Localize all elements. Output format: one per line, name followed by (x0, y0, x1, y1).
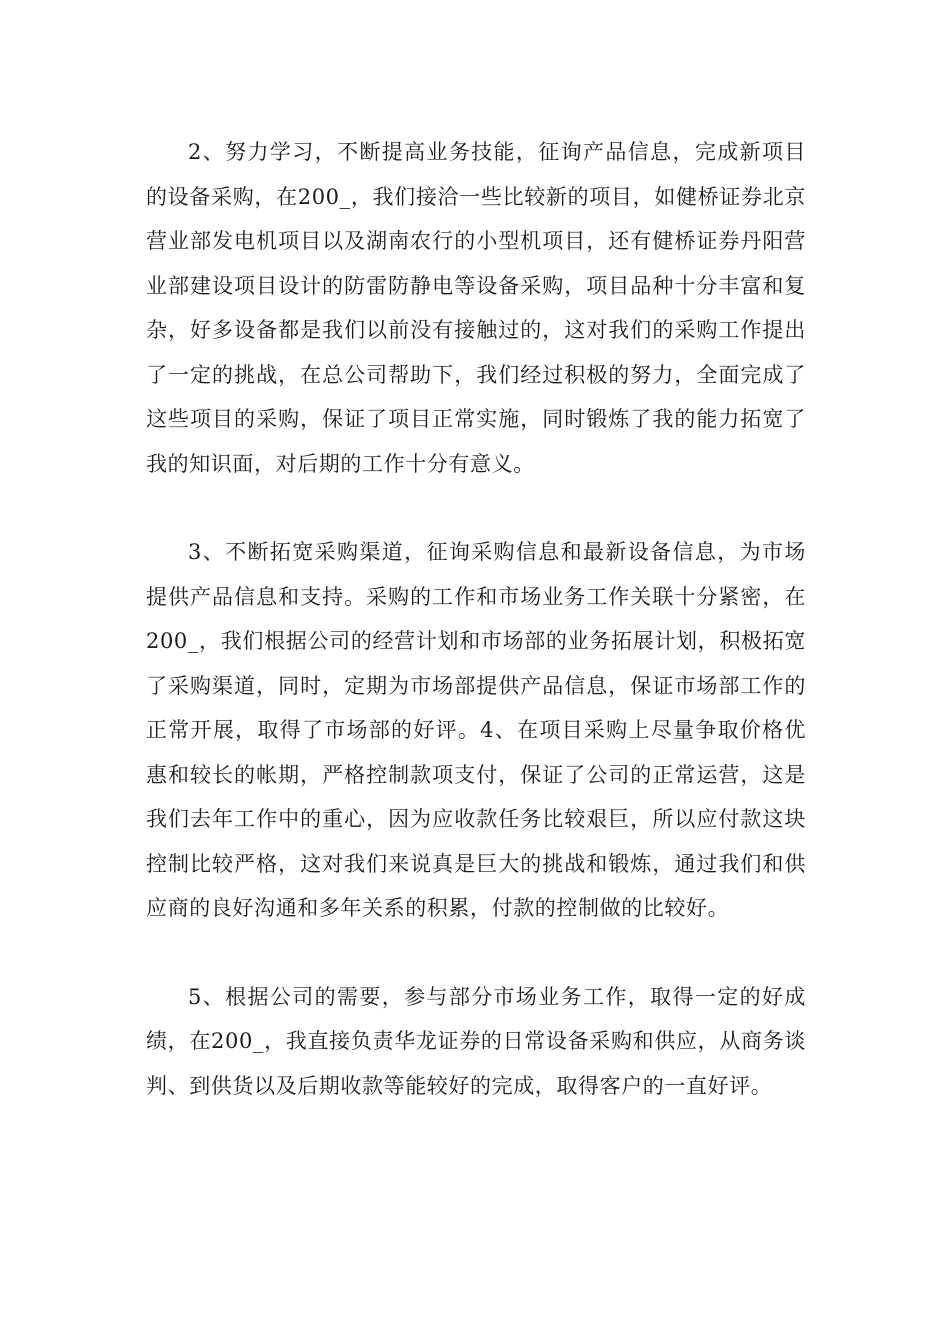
paragraph-2: 2、努力学习，不断提高业务技能，征询产品信息，完成新项目的设备采购，在200_，我们接洽一些比较新的项目，如健桥证券北京营业部发电机项目以及湖南农行的小型机项目，还有健桥证券丹阳营业部建设项目设计的防雷防静电等设备采购，项目品种十分丰富和复杂，好多设备都是我们以前没有接触过的，这对我们的采购工作提出了一定的挑战，在总公司帮助下，我们经过积极的努力，全面完成了这些项目的采购，保证了项目正常实施，同时锻炼了我的能力拓宽了我的知识面，对后期的工作十分有意义。 (146, 140, 806, 476)
paragraph-5: 5、根据公司的需要，参与部分市场业务工作，取得一定的好成绩，在200_，我直接负责华龙证券的日常设备采购和供应，从商务谈判、到供货以及后期收款等能较好的完成，取得客户的一直好评。 (146, 984, 806, 1098)
document-body (146, 130, 806, 1108)
paragraph-3-4: 3、不断拓宽采购渠道，征询采购信息和最新设备信息，为市场提供产品信息和支持。采购的工作和市场业务工作关联十分紧密，在200_，我们根据公司的经营计划和市场部的业务拓展计划，积极拓宽了采购渠道，同时，定期为市场部提供产品信息，保证市场部工作的正常开展，取得了市场部的好评。4、在项目采购上尽量争取价格优惠和较长的帐期，严格控制款项支付，保证了公司的正常运营，这是我们去年工作中的重心，因为应收款任务比较艰巨，所以应付款这块控制比较严格，这对我们来说真是巨大的挑战和锻炼，通过我们和供应商的良好沟通和多年关系的积累，付款的控制做的比较好。 (146, 540, 806, 920)
